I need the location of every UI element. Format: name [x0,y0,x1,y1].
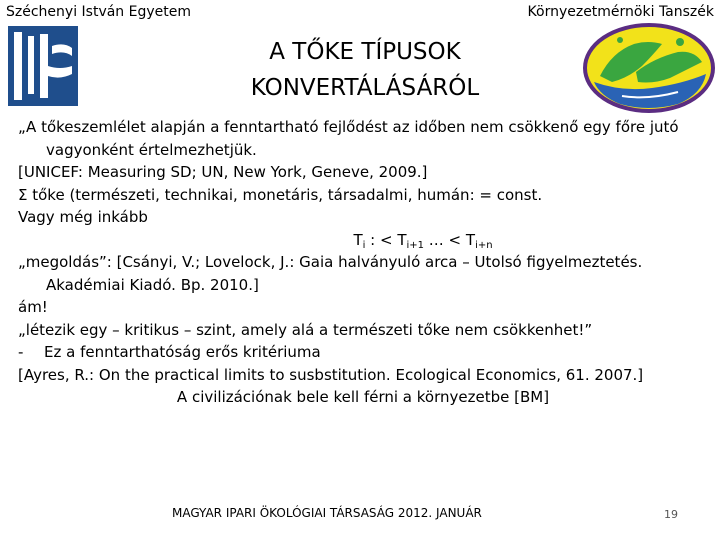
university-logo-icon [8,26,78,106]
header-institution: Széchenyi István Egyetem [6,4,192,20]
formula-op-2: … < T [424,230,476,249]
bullet-dash: - [18,343,24,361]
eco-department-logo-icon [582,22,716,114]
body-paragraph-9: [Ayres, R.: On the practical limits to susbstitution. Ecological Economics, 61. 2007.] [18,365,644,384]
body-paragraph-3: Σ tőke (természeti, technikai, monetáris, társadalmi, humán: = const. [18,185,543,204]
title-line-2: KONVERTÁLÁSÁRÓL [250,75,480,101]
header-department: Környezetmérnöki Tanszék [527,4,714,20]
formula-sub-1: i [362,239,366,251]
title-line-1: A TŐKE TÍPUSOK [269,39,461,65]
footer-text: MAGYAR IPARI ÖKOLÓGIAI TÁRSASÁG 2012. JANUÁR [172,506,482,520]
body-paragraph-10: A civilizációnak bele kell férni a környezetbe [BM] [176,388,550,406]
page-number: 19 [664,508,678,521]
body-paragraph-2: [UNICEF: Measuring SD; UN, New York, Geneve, 2009.] [18,163,428,181]
slide-body [18,116,708,409]
body-paragraph-6: ám! [18,298,48,316]
formula-t1: T [353,230,363,249]
slide-title [200,34,530,106]
body-paragraph-4: Vagy még inkább [18,208,148,226]
body-paragraph-5: „megoldás”: [Csányi, V.; Lovelock, J.: Gaia halványuló arca – Utolsó figyelmeztetés. Akadémiai Kiadó. Bp. 2010.] [18,253,643,294]
body-paragraph-8-text: Ez a fenntarthatóság erős kritériuma [44,343,321,361]
formula-sub-3: i+n [475,239,493,251]
formula-op-1: : < T [365,230,407,249]
body-paragraph-8 [18,341,708,364]
formula-sub-2: i+1 [406,239,425,251]
capital-formula [18,229,708,252]
body-paragraph-1: „A tőkeszemlélet alapján a fenntartható fejlődést az időben nem csökkenő egy főre jutó vagyonként értelmezhetjük. [18,118,679,159]
body-paragraph-7: „létezik egy – kritikus – szint, amely alá a természeti tőke nem csökkenhet!” [18,320,593,339]
